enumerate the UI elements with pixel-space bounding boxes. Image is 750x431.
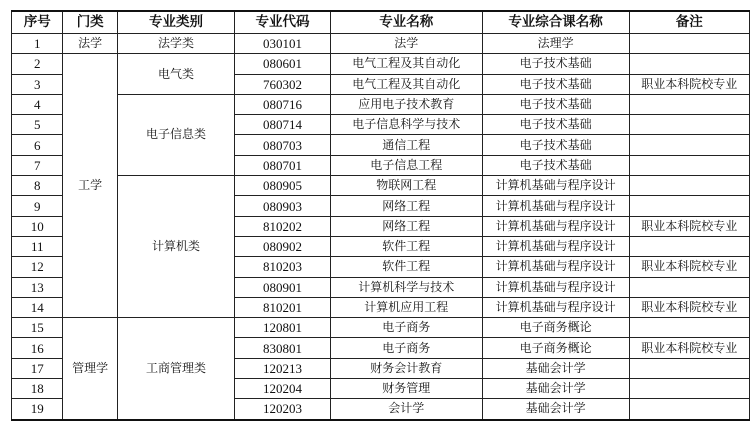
row-number: 6 — [12, 135, 63, 155]
course-name: 计算机基础与程序设计 — [482, 297, 629, 317]
major-code: 080701 — [235, 155, 331, 175]
major-name: 物联网工程 — [330, 176, 482, 196]
row-number: 3 — [12, 74, 63, 94]
major-name: 软件工程 — [330, 236, 482, 256]
row-number: 4 — [12, 94, 63, 114]
major-table — [11, 10, 750, 421]
table-row — [12, 176, 750, 196]
header-no: 序号 — [12, 11, 63, 34]
row-number: 9 — [12, 196, 63, 216]
major-code: 760302 — [235, 74, 331, 94]
course-name: 电子技术基础 — [482, 115, 629, 135]
major-name: 电子商务 — [330, 318, 482, 338]
major-code: 080901 — [235, 277, 331, 297]
major-code: 080905 — [235, 176, 331, 196]
major-code: 080601 — [235, 54, 331, 74]
row-number: 18 — [12, 379, 63, 399]
header-course-name: 专业综合课名称 — [482, 11, 629, 34]
row-number: 2 — [12, 54, 63, 74]
major-name: 电气工程及其自动化 — [330, 74, 482, 94]
major-name: 软件工程 — [330, 257, 482, 277]
header-major-name: 专业名称 — [330, 11, 482, 34]
course-name: 基础会计学 — [482, 358, 629, 378]
category-cell: 计算机类 — [117, 176, 234, 318]
major-code: 810203 — [235, 257, 331, 277]
major-code: 120213 — [235, 358, 331, 378]
discipline-cell: 工学 — [63, 54, 118, 318]
category-cell: 电子信息类 — [117, 94, 234, 175]
major-name: 网络工程 — [330, 216, 482, 236]
major-name: 财务管理 — [330, 379, 482, 399]
major-name: 法学 — [330, 34, 482, 54]
note: 职业本科院校专业 — [629, 338, 749, 358]
note — [629, 318, 749, 338]
note — [629, 236, 749, 256]
note — [629, 54, 749, 74]
note: 职业本科院校专业 — [629, 257, 749, 277]
major-name: 计算机应用工程 — [330, 297, 482, 317]
major-code: 030101 — [235, 34, 331, 54]
category-cell: 法学类 — [117, 34, 234, 54]
course-name: 计算机基础与程序设计 — [482, 176, 629, 196]
course-name: 电子商务概论 — [482, 318, 629, 338]
row-number: 13 — [12, 277, 63, 297]
row-number: 5 — [12, 115, 63, 135]
header-discipline: 门类 — [63, 11, 118, 34]
course-name: 电子技术基础 — [482, 54, 629, 74]
major-code: 080902 — [235, 236, 331, 256]
table-row — [12, 54, 750, 74]
major-name: 网络工程 — [330, 196, 482, 216]
row-number: 19 — [12, 399, 63, 420]
major-code: 810202 — [235, 216, 331, 236]
major-code: 120203 — [235, 399, 331, 420]
major-name: 电子信息科学与技术 — [330, 115, 482, 135]
major-name: 计算机科学与技术 — [330, 277, 482, 297]
major-name: 电子商务 — [330, 338, 482, 358]
note — [629, 399, 749, 420]
header-code: 专业代码 — [235, 11, 331, 34]
note: 职业本科院校专业 — [629, 216, 749, 236]
row-number: 11 — [12, 236, 63, 256]
course-name: 电子技术基础 — [482, 155, 629, 175]
major-code: 080716 — [235, 94, 331, 114]
course-name: 计算机基础与程序设计 — [482, 236, 629, 256]
note: 职业本科院校专业 — [629, 74, 749, 94]
course-name: 电子商务概论 — [482, 338, 629, 358]
header-note: 备注 — [629, 11, 749, 34]
course-name: 电子技术基础 — [482, 135, 629, 155]
major-name: 应用电子技术教育 — [330, 94, 482, 114]
note — [629, 379, 749, 399]
row-number: 8 — [12, 176, 63, 196]
major-name: 会计学 — [330, 399, 482, 420]
note — [629, 176, 749, 196]
row-number: 1 — [12, 34, 63, 54]
course-name: 电子技术基础 — [482, 94, 629, 114]
row-number: 7 — [12, 155, 63, 175]
row-number: 16 — [12, 338, 63, 358]
major-name: 电子信息工程 — [330, 155, 482, 175]
major-name: 财务会计教育 — [330, 358, 482, 378]
note — [629, 34, 749, 54]
header-category: 专业类别 — [117, 11, 234, 34]
row-number: 10 — [12, 216, 63, 236]
course-name: 法理学 — [482, 34, 629, 54]
major-code: 080714 — [235, 115, 331, 135]
table-row — [12, 34, 750, 54]
major-code: 810201 — [235, 297, 331, 317]
row-number: 14 — [12, 297, 63, 317]
major-name: 电气工程及其自动化 — [330, 54, 482, 74]
note — [629, 155, 749, 175]
row-number: 12 — [12, 257, 63, 277]
major-code: 120801 — [235, 318, 331, 338]
row-number: 15 — [12, 318, 63, 338]
category-cell: 电气类 — [117, 54, 234, 95]
discipline-cell: 管理学 — [63, 318, 118, 420]
table-row — [12, 318, 750, 338]
category-cell: 工商管理类 — [117, 318, 234, 420]
note: 职业本科院校专业 — [629, 297, 749, 317]
major-code: 080703 — [235, 135, 331, 155]
note — [629, 358, 749, 378]
note — [629, 196, 749, 216]
note — [629, 94, 749, 114]
table-row — [12, 94, 750, 114]
course-name: 计算机基础与程序设计 — [482, 257, 629, 277]
note — [629, 277, 749, 297]
course-name: 基础会计学 — [482, 399, 629, 420]
major-code: 830801 — [235, 338, 331, 358]
note — [629, 115, 749, 135]
discipline-cell: 法学 — [63, 34, 118, 54]
row-number: 17 — [12, 358, 63, 378]
course-name: 计算机基础与程序设计 — [482, 216, 629, 236]
header-row — [12, 11, 750, 34]
major-name: 通信工程 — [330, 135, 482, 155]
course-name: 基础会计学 — [482, 379, 629, 399]
course-name: 计算机基础与程序设计 — [482, 196, 629, 216]
major-code: 080903 — [235, 196, 331, 216]
note — [629, 135, 749, 155]
course-name: 计算机基础与程序设计 — [482, 277, 629, 297]
course-name: 电子技术基础 — [482, 74, 629, 94]
major-code: 120204 — [235, 379, 331, 399]
